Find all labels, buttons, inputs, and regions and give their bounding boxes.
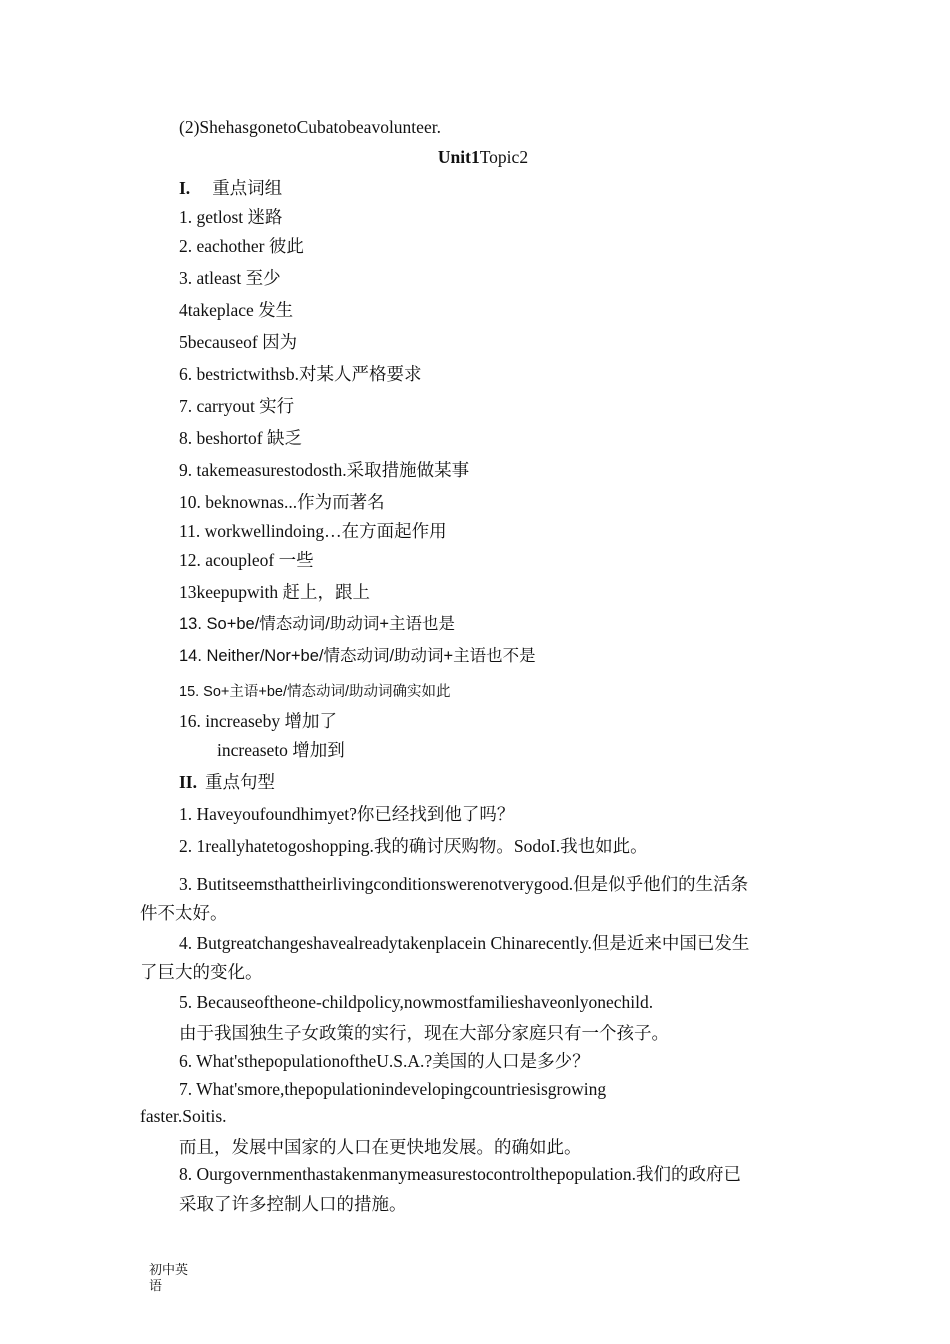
section2-numeral: II.: [179, 772, 197, 792]
phrase-item: 4takeplace 发生: [179, 300, 294, 320]
sentence-line: 了巨大的变化。: [140, 962, 263, 982]
sentence-line: 采取了许多控制人口的措施。: [179, 1194, 407, 1214]
phrase-item: 9. takemeasurestodosth.采取措施做某事: [179, 460, 470, 480]
phrase-item: 15. So+主语+be/情态动词/助动词确实如此: [179, 684, 451, 700]
phrase-item: 16. increaseby 增加了: [179, 711, 337, 731]
section1-title: 重点词组: [212, 178, 283, 198]
phrase-item: 12. acoupleof 一些: [179, 550, 314, 570]
sentence-line: 7. What'smore,thepopulationindevelopingcountriesisgrowing: [179, 1079, 607, 1099]
phrase-item: 11. workwellindoing…在方面起作用: [179, 521, 447, 541]
sentence-line: 件不太好。: [140, 903, 228, 923]
sentence-line: 4. Butgreatchangeshavealreadytakenplacein Chinarecently.但是近来中国已发生: [179, 933, 750, 953]
phrase-item: 13. So+be/情态动词/助动词+主语也是: [179, 615, 455, 633]
sentence-line: 2. 1reallyhatetogoshopping.我的确讨厌购物。SodoI.我也如此。: [179, 836, 648, 856]
section1-numeral: I.: [179, 178, 191, 198]
page-footer: 初中英语: [149, 1262, 189, 1293]
sentence-line: 1. Haveyoufoundhimyet?你已经找到他了吗？: [179, 804, 515, 824]
sentence-line: faster.Soitis.: [140, 1106, 227, 1126]
page-title: [0, 146, 950, 168]
phrase-item: 2. eachother 彼此: [179, 236, 304, 256]
title-bold: Unit1: [437, 147, 480, 167]
phrase-item: increaseto 增加到: [217, 740, 345, 760]
title-rest: Topic2: [479, 147, 529, 167]
phrase-item: 14. Neither/Nor+be/情态动词/助动词+主语也不是: [179, 647, 536, 665]
section2-heading: [179, 771, 275, 793]
phrase-item: 6. bestrictwithsb.对某人严格要求: [179, 364, 422, 384]
phrase-item: 10. beknownas...作为而著名: [179, 492, 385, 512]
header-line: (2)ShehasgonetoCubatobeavolunteer.: [179, 117, 441, 137]
phrase-item: 13keepupwith 赶上，跟上: [179, 582, 371, 602]
sentence-line: 8. Ourgovernmenthastakenmanymeasurestocontrolthepopulation.我们的政府已: [179, 1164, 741, 1184]
phrase-item: 5becauseof 因为: [179, 332, 298, 352]
section2-title: 重点句型: [205, 772, 275, 792]
section1-heading: [179, 177, 282, 199]
phrase-item: 8. beshortof 缺乏: [179, 428, 302, 448]
sentence-line: 由于我国独生子女政策的实行，现在大部分家庭只有一个孩子。: [179, 1023, 669, 1043]
phrase-item: 1. getlost 迷路: [179, 207, 283, 227]
sentence-line: 3. Butitseemsthattheirlivingconditionswerenotverygood.但是似乎他们的生活条: [179, 874, 749, 894]
sentence-line: 而且，发展中国家的人口在更快地发展。的确如此。: [179, 1137, 582, 1157]
sentence-line: 6. What'sthepopulationoftheU.S.A.?美国的人口是多少？: [179, 1051, 590, 1071]
phrase-item: 7. carryout 实行: [179, 396, 295, 416]
phrase-item: 3. atleast 至少: [179, 268, 281, 288]
sentence-line: 5. Becauseoftheone-childpolicy,nowmostfamilieshaveonlyonechild.: [179, 992, 654, 1012]
